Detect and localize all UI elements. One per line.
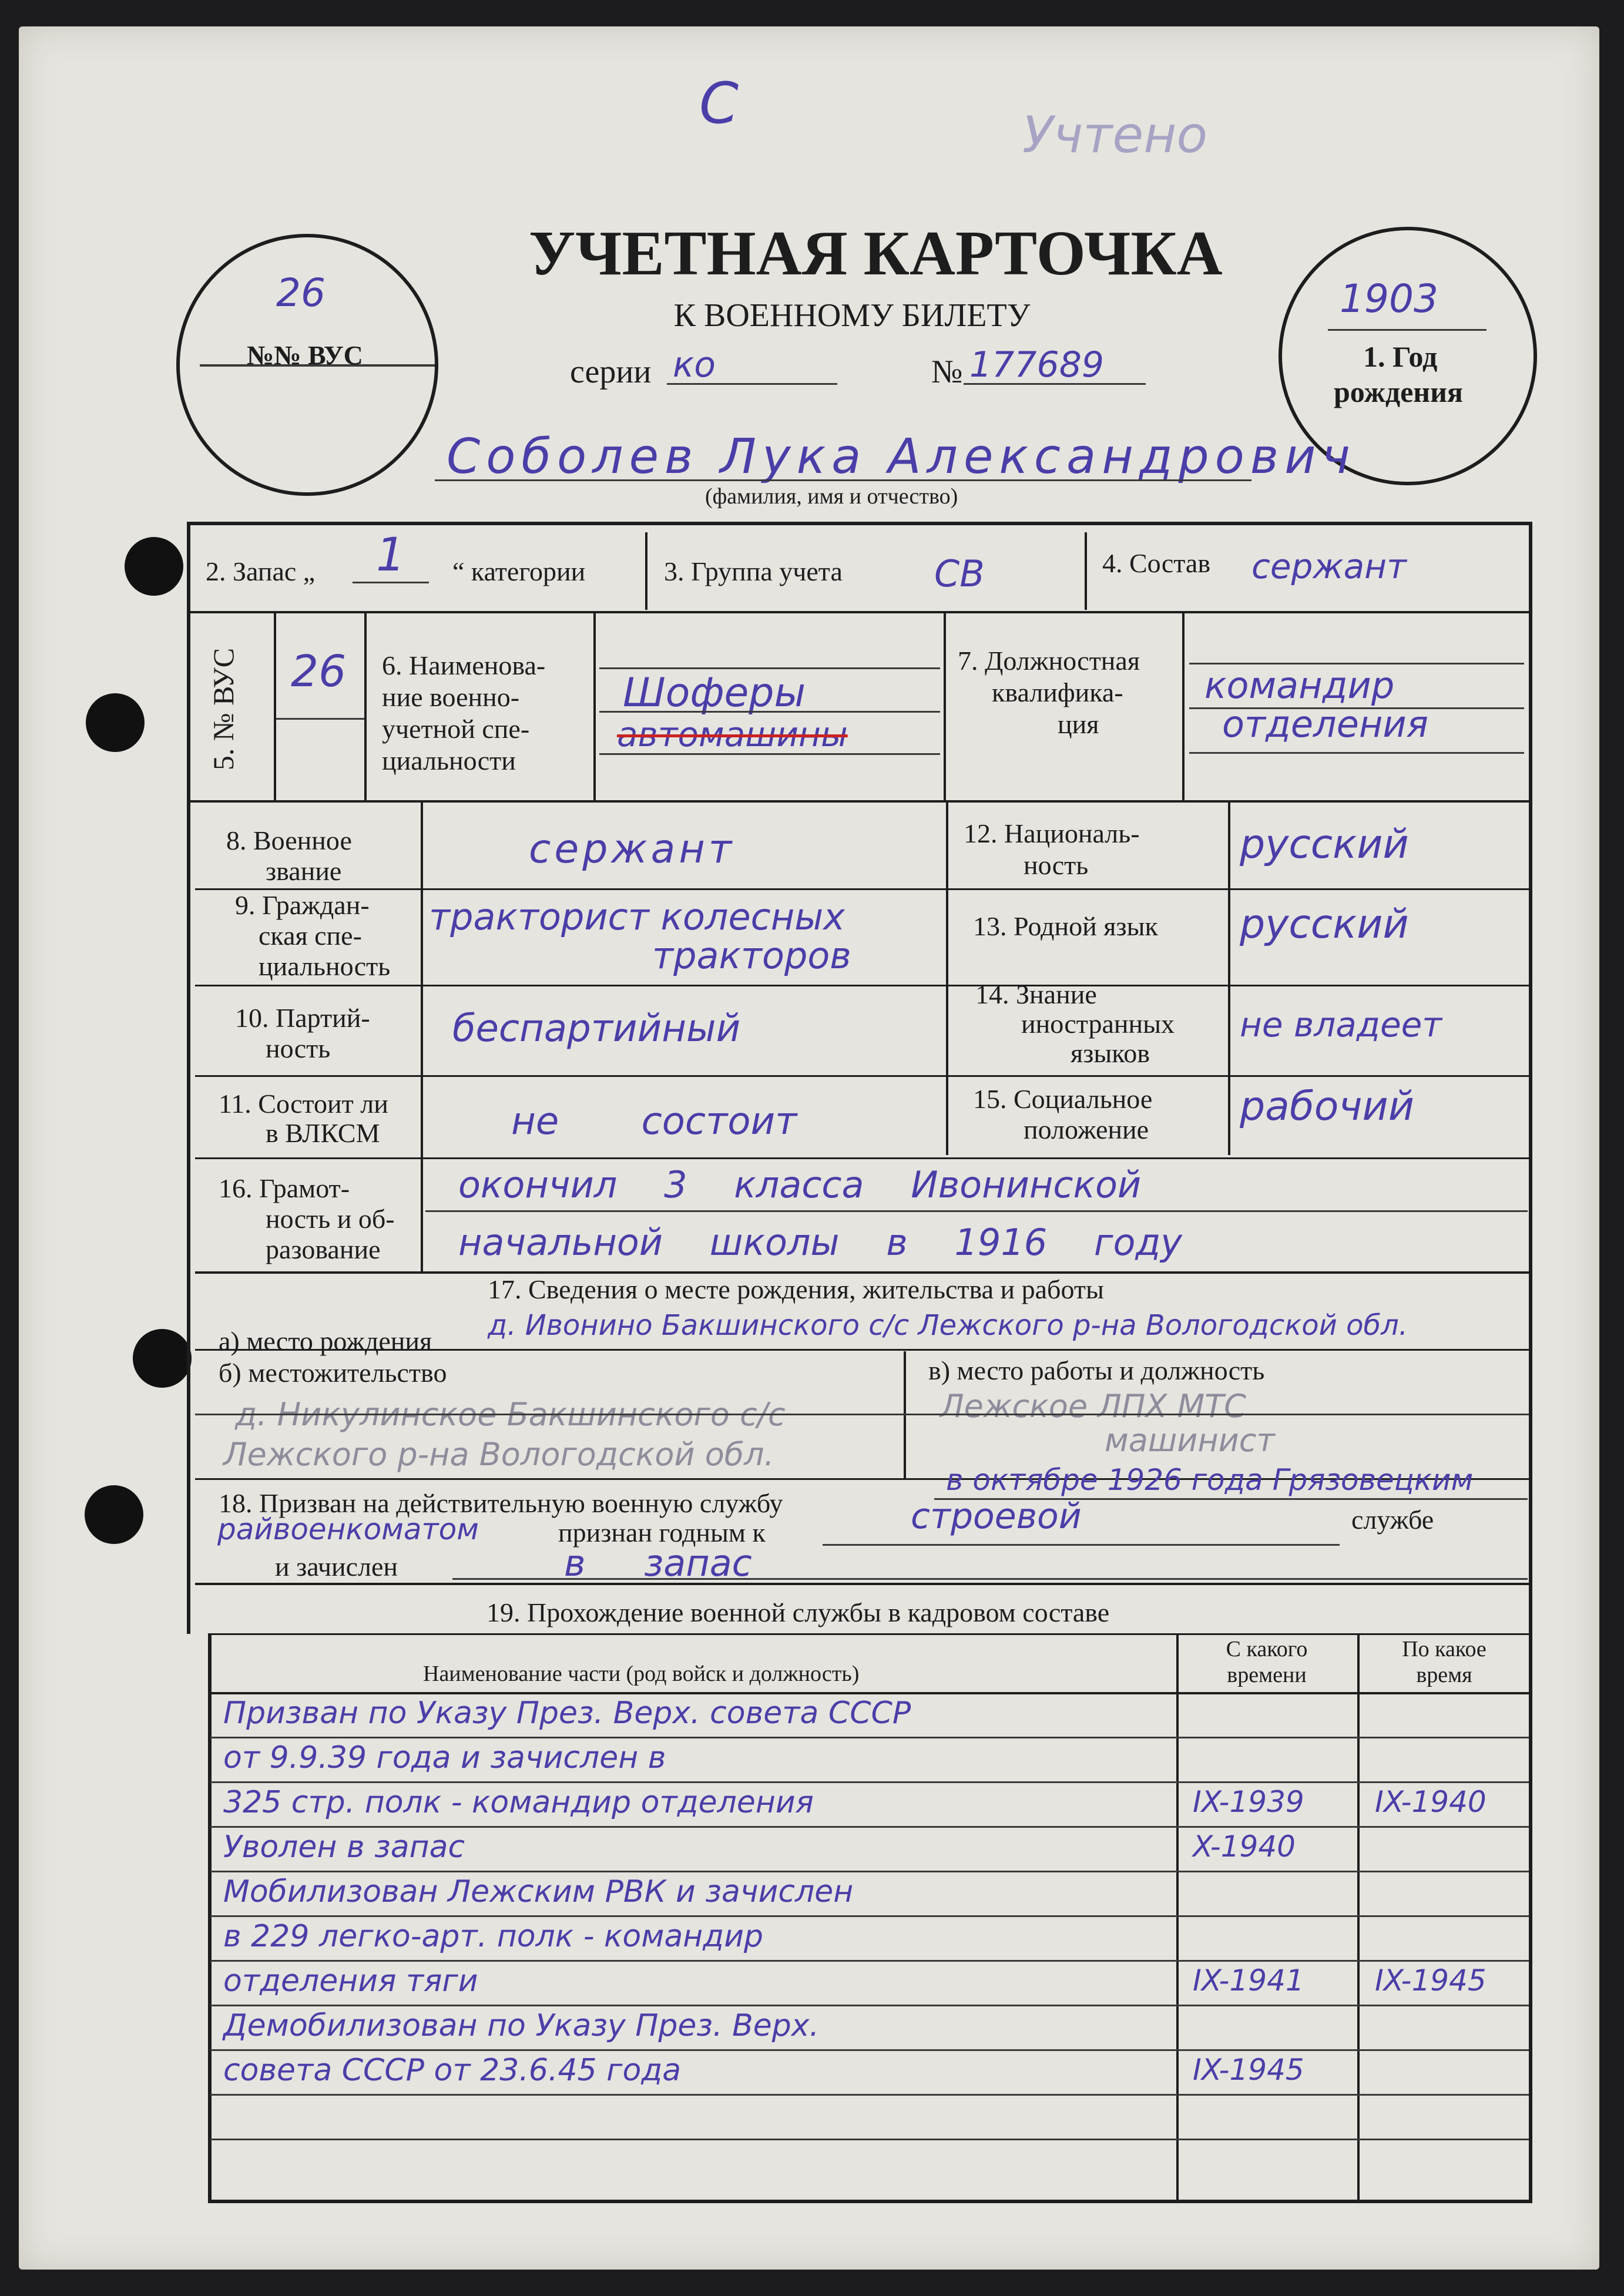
qual-label-3: ция bbox=[1058, 709, 1099, 739]
series-label: серии bbox=[570, 354, 652, 390]
series-value: ко bbox=[673, 344, 716, 385]
f14-label-1: 14. Знание bbox=[975, 979, 1097, 1009]
s19-col-unit: Наименование части (род войск и должность) bbox=[423, 1661, 860, 1686]
zapas-suffix: “ категории bbox=[452, 556, 586, 586]
group-value: СВ bbox=[934, 552, 985, 595]
binder-hole bbox=[133, 1329, 192, 1388]
f12-value: русский bbox=[1240, 821, 1409, 868]
s19-col-to-1: По какое bbox=[1402, 1637, 1487, 1661]
s18-fit-label: признан годным к bbox=[558, 1518, 766, 1548]
birth-label: а) место рождения bbox=[219, 1326, 432, 1356]
s17-title: 17. Сведения о месте рождения, жительства и работы bbox=[488, 1274, 1104, 1304]
work-label: в) место работы и должность bbox=[928, 1355, 1265, 1385]
zapas-label: 2. Запас „ bbox=[206, 556, 316, 586]
f8-label-2: звание bbox=[266, 856, 342, 886]
s19-col-from-2: времени bbox=[1227, 1663, 1307, 1687]
f16-label-2: ность и об- bbox=[266, 1204, 395, 1234]
f10-label-2: ность bbox=[266, 1033, 331, 1063]
grid-left-div bbox=[421, 803, 423, 1271]
qual-value-1: командир bbox=[1204, 664, 1395, 707]
number-label: № bbox=[931, 354, 963, 390]
f9-value-2: тракторов bbox=[652, 934, 851, 977]
s19-row-line bbox=[210, 1781, 1529, 1783]
f11-label-2: в ВЛКСМ bbox=[266, 1118, 380, 1148]
s18-label: 18. Призван на действительную военную службу bbox=[219, 1488, 783, 1518]
vus-name-label-4: циальности bbox=[382, 746, 516, 776]
s18-called-value: в октябре 1926 года Грязовецким bbox=[946, 1463, 1474, 1497]
f10-value: беспартийный bbox=[452, 1007, 741, 1050]
card-subtitle: К ВОЕННОМУ БИЛЕТУ bbox=[673, 297, 1031, 334]
s19-row-from: IX-1939 bbox=[1193, 1785, 1304, 1819]
s19-row-unit: от 9.9.39 года и зачислен в bbox=[223, 1740, 666, 1775]
sostav-label: 4. Состав bbox=[1102, 548, 1211, 578]
birth-bottom bbox=[195, 1349, 1529, 1351]
s18-by-value: райвоенкоматом bbox=[217, 1512, 479, 1546]
s19-row-to: IX-1945 bbox=[1375, 1963, 1487, 1998]
s19-row-line bbox=[210, 2094, 1529, 2096]
name-caption: (фамилия, имя и отчество) bbox=[705, 484, 958, 509]
full-name: Соболев Лука Александрович bbox=[447, 429, 1356, 485]
binder-hole bbox=[85, 1485, 143, 1544]
s19-title-bottom bbox=[208, 1633, 1529, 1635]
f8-value: сержант bbox=[529, 826, 736, 872]
vus-div4 bbox=[944, 613, 946, 800]
f14-value: не владеет bbox=[1240, 1005, 1442, 1045]
s18-fit-value: строевой bbox=[911, 1496, 1082, 1537]
f15-value: рабочий bbox=[1240, 1083, 1414, 1130]
card-title: УЧЕТНАЯ КАРТОЧКА bbox=[529, 219, 1223, 288]
row1-bottom bbox=[187, 611, 1532, 613]
s18-bottom bbox=[195, 1583, 1529, 1585]
s19-row-line bbox=[210, 1915, 1529, 1917]
vus-div5 bbox=[1182, 613, 1185, 800]
row1-div2 bbox=[1085, 532, 1087, 610]
s18-fit-line bbox=[823, 1544, 1340, 1546]
s19-row-from: X-1940 bbox=[1193, 1830, 1296, 1864]
name-line bbox=[435, 479, 1251, 481]
birth-year-label-2: рождения bbox=[1334, 375, 1463, 408]
vus-name-line1 bbox=[599, 667, 940, 669]
row11-bottom bbox=[195, 1157, 1529, 1159]
vus-name-line3 bbox=[599, 753, 940, 755]
binder-hole bbox=[86, 693, 145, 752]
s19-row-line bbox=[210, 1826, 1529, 1828]
vus-name-value-2: автомашины bbox=[617, 714, 848, 754]
vus-value-line bbox=[276, 718, 364, 720]
f15-label-2: положение bbox=[1024, 1115, 1149, 1144]
residence-value-1: д. Никулинское Бакшинского с/с bbox=[235, 1396, 786, 1433]
s19-row-line bbox=[210, 1960, 1529, 1962]
row9-bottom bbox=[195, 985, 1529, 986]
f15-label-1: 15. Социальное bbox=[973, 1084, 1153, 1114]
f14-label-3: языков bbox=[1071, 1038, 1150, 1068]
f13-value: русский bbox=[1240, 901, 1409, 948]
s19-row-line bbox=[210, 2139, 1529, 2140]
s19-row-line bbox=[210, 2049, 1529, 2051]
row10-bottom bbox=[195, 1075, 1529, 1077]
f9-label-1: 9. Граждан- bbox=[235, 890, 370, 920]
s19-row-to: IX-1940 bbox=[1375, 1785, 1487, 1819]
row1-div1 bbox=[645, 532, 647, 610]
s19-col-from-1: С какого bbox=[1226, 1637, 1308, 1661]
binder-hole bbox=[125, 537, 183, 596]
f16-value-2: начальной школы в 1916 году bbox=[458, 1221, 1182, 1264]
f10-label-1: 10. Партий- bbox=[235, 1003, 370, 1033]
f16-label-1: 16. Грамот- bbox=[219, 1173, 350, 1203]
f9-label-2: ская спе- bbox=[259, 921, 362, 951]
f16-value-1: окончил 3 класса Ивонинской bbox=[458, 1163, 1142, 1206]
vus-label: 5. № ВУС bbox=[207, 647, 240, 771]
birth-year-label: 1. Год bbox=[1363, 340, 1438, 373]
vus-name-line2 bbox=[599, 711, 940, 713]
vus-div2 bbox=[364, 613, 367, 800]
s19-row-unit: совета СССР от 23.6.45 года bbox=[223, 2053, 682, 2088]
s19-row-from: IX-1941 bbox=[1193, 1963, 1304, 1998]
s19-bottom bbox=[208, 2200, 1532, 2203]
s19-row-unit: Демобилизован по Указу През. Верх. bbox=[223, 2008, 820, 2043]
group-label: 3. Группа учета bbox=[664, 556, 843, 586]
f12-label-1: 12. Националь- bbox=[964, 818, 1140, 848]
row8-bottom bbox=[195, 888, 1529, 890]
vus-div1 bbox=[274, 613, 276, 800]
residence-line bbox=[195, 1414, 1529, 1415]
frame-left bbox=[187, 522, 190, 1634]
vus-name-label-3: учетной спе- bbox=[382, 714, 530, 744]
residence-value-2: Лежского р-на Вологодской обл. bbox=[223, 1436, 774, 1473]
vus-name-label-2: ние военно- bbox=[382, 682, 520, 712]
s19-row-line bbox=[210, 1737, 1529, 1738]
s19-title: 19. Прохождение военной службы в кадровом составе bbox=[486, 1597, 1110, 1627]
s19-row-unit: отделения тяги bbox=[223, 1963, 478, 1999]
f12-label-2: ность bbox=[1024, 850, 1089, 880]
vus-circle-value: 26 bbox=[276, 270, 326, 315]
s19-col-to-2: время bbox=[1416, 1663, 1472, 1687]
qual-line3 bbox=[1189, 752, 1524, 754]
vus-bottom bbox=[187, 800, 1532, 803]
s19-row-unit: в 229 легко-арт. полк - командир bbox=[223, 1919, 764, 1954]
vus-circle-label: №№ ВУС bbox=[247, 340, 363, 370]
work-value-2: машинист bbox=[1105, 1422, 1275, 1459]
f16-line-1 bbox=[425, 1210, 1528, 1212]
s19-row-line bbox=[210, 1871, 1529, 1872]
s18-fit-suffix: службе bbox=[1351, 1505, 1434, 1535]
top-faint-note: Учтено bbox=[1022, 106, 1208, 165]
f14-label-2: иностранных bbox=[1021, 1009, 1175, 1039]
s18-enlisted-label: и зачислен bbox=[275, 1552, 398, 1582]
frame-right bbox=[1529, 522, 1532, 2200]
zapas-line bbox=[353, 582, 429, 583]
s19-row-unit: 325 стр. полк - командир отделения bbox=[223, 1785, 814, 1820]
frame-top bbox=[187, 522, 1532, 525]
f9-value-1: тракторист колесных bbox=[429, 895, 845, 938]
vus-value: 26 bbox=[291, 646, 347, 697]
s19-row-from: IX-1945 bbox=[1193, 2053, 1304, 2087]
f9-label-3: циальность bbox=[259, 951, 391, 981]
s19-header-bottom bbox=[208, 1692, 1529, 1694]
s19-row-unit: Мобилизован Лежским РВК и зачислен bbox=[223, 1874, 854, 1909]
birth-year-line bbox=[1328, 329, 1487, 331]
f16-label-3: разование bbox=[266, 1234, 381, 1264]
qual-label-1: 7. Должностная bbox=[958, 646, 1140, 676]
qual-value-2: отделения bbox=[1222, 703, 1428, 746]
f11-value: не состоит bbox=[511, 1100, 797, 1143]
s19-row-line bbox=[210, 2005, 1529, 2006]
grid-right-div bbox=[1228, 803, 1230, 1155]
grid-mid-div bbox=[946, 803, 948, 1155]
sostav-value: сержант bbox=[1251, 546, 1407, 586]
vus-div3 bbox=[593, 613, 596, 800]
top-mark: С bbox=[699, 71, 739, 136]
qual-label-2: квалифика- bbox=[992, 677, 1123, 707]
f11-label-1: 11. Состоит ли bbox=[219, 1089, 388, 1119]
s18-enlisted-value: в запас bbox=[564, 1542, 752, 1585]
vus-name-label-1: 6. Наименова- bbox=[382, 650, 546, 680]
zapas-value: 1 bbox=[376, 529, 405, 582]
f13-label: 13. Родной язык bbox=[973, 911, 1158, 941]
vus-name-value-1: Шоферы bbox=[623, 670, 806, 716]
s19-row-unit: Призван по Указу През. Верх. совета СССР bbox=[223, 1696, 911, 1731]
s19-row-unit: Уволен в запас bbox=[223, 1830, 465, 1865]
residence-label: б) местожительство bbox=[219, 1358, 447, 1388]
work-value-1: Лежское ЛПХ МТС bbox=[940, 1388, 1246, 1425]
birth-value: д. Ивонино Бакшинского с/с Лежского р-на Вологодской обл. bbox=[488, 1309, 1408, 1342]
number-value: 177689 bbox=[969, 344, 1105, 385]
f8-label-1: 8. Военное bbox=[226, 825, 352, 855]
birth-year-value: 1903 bbox=[1340, 276, 1438, 321]
